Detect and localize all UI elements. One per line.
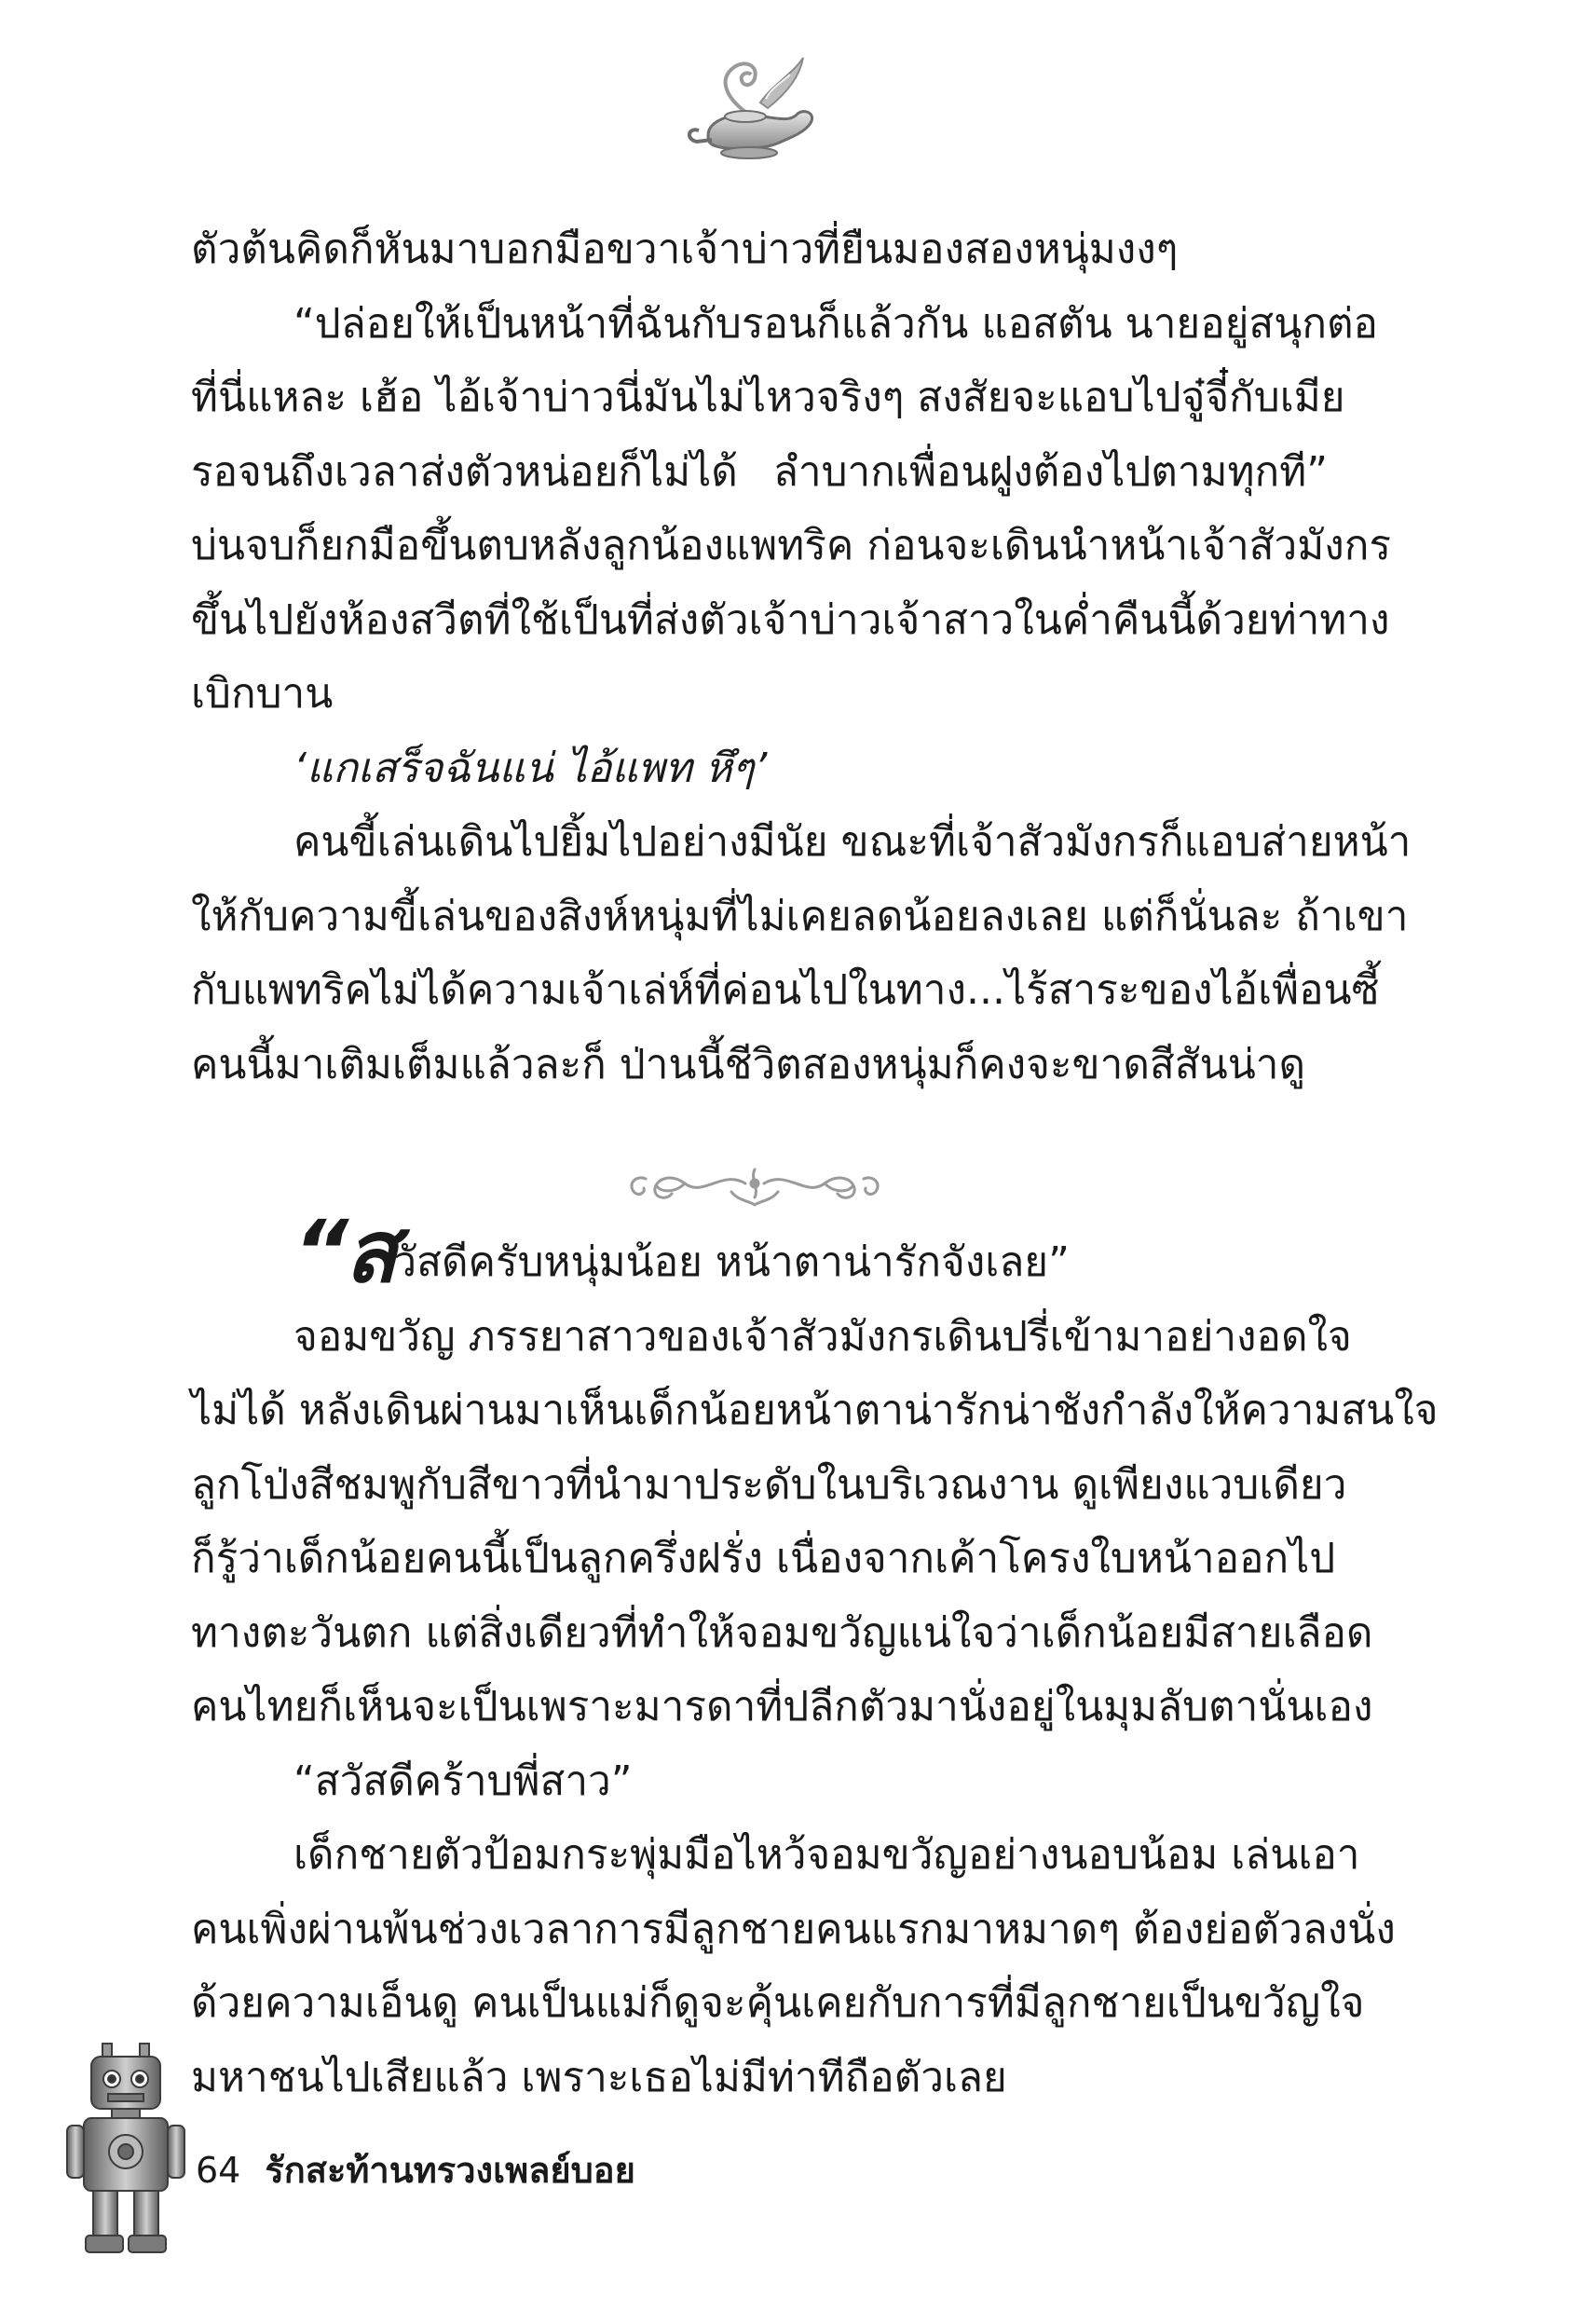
page-number: 64 [196,2150,241,2191]
text-line: คนเพิ่งผ่านพ้นช่วงเวลาการมีลูกชายคนแรกมาหมาดๆ ต้องย่อตัวลงนั่ง [191,1905,1396,1953]
text-line: ตัวต้นคิดก็หันมาบอกมือขวาเจ้าบ่าวที่ยืนมองสองหนุ่มงงๆ [191,226,1179,273]
text-line: ก็รู้ว่าเด็กน้อยคนนี้เป็นลูกครึ่งฝรั่ง เนื่องจากเค้าโครงใบหน้าออกไป [191,1535,1336,1582]
text-line: ทางตะวันตก แต่สิ่งเดียวที่ทำให้จอมขวัญแน่ใจว่าเด็กน้อยมีสายเลือด [191,1608,1373,1657]
text-line: บ่นจบก็ยกมือขึ้นตบหลังลูกน้องแพทริค ก่อนจะเดินนำหน้าเจ้าสัวมังกร [191,522,1392,569]
scroll-divider-icon [620,1151,890,1216]
opening-line-text: วัสดีครับหนุ่มน้อย หน้าตาน่ารักจังเลย” [393,1238,1070,1286]
text-line: คนนี้มาเติมเต็มแล้วละก็ ป่านนี้ชีวิตสองหนุ่มก็คงจะขาดสีสันน่าดู [191,1040,1306,1088]
drop-cap: “ส [293,1202,394,1302]
text-line: จอมขวัญ ภรรยาสาวของเจ้าสัวมังกรเดินปรี่เข้ามาอย่างอดใจ [293,1312,1352,1361]
paragraph-block-1 [191,212,1412,1101]
text-line-opening [191,1202,1328,1302]
text-line: กับแพทริคไม่ได้ความเจ้าเล่ห์ที่ค่อนไปในทาง...ไร้สาระของไอ้เพื่อนซี้ [191,966,1380,1014]
text-line: รอจนถึงเวลาส่งตัวหน่อยก็ไม่ได้ ลำบากเพื่อนฝูงต้องไปตามทุกที” [191,447,1328,496]
text-line: คนไทยก็เห็นจะเป็นเพราะมารดาที่ปลีกตัวมานั่งอยู่ในมุมลับตานั่นเอง [191,1683,1373,1730]
text-line: ให้กับความขี้เล่นของสิงห์หนุ่มที่ไม่เคยลดน้อยลงเลย แต่ก็นั่นละ ถ้าเขา [191,892,1409,940]
text-line: เด็กชายตัวป้อมกระพุ่มมือไหว้จอมขวัญอย่างนอบน้อม เล่นเอา [293,1831,1360,1879]
paragraph-block-2 [191,1202,1439,2114]
book-title: รักสะท้านทรวงเพลย์บอย [265,2150,635,2191]
toy-robot-icon [65,2036,186,2260]
text-line: มหาชนไปเสียแล้ว เพราะเธอไม่มีท่าทีถือตัวเลย [191,2053,1007,2101]
text-line: ด้วยความเอ็นดู คนเป็นแม่ก็ดูจะคุ้นเคยกับการที่มีลูกชายเป็นขวัญใจ [191,1979,1365,2027]
text-line: “ปล่อยให้เป็นหน้าที่ฉันกับรอนก็แล้วกัน แอสตัน นายอยู่สนุกต่อ [293,299,1378,348]
magic-lamp-icon [680,47,820,168]
page-footer [196,2141,635,2198]
text-line: ที่นี่แหละ เฮ้อ ไอ้เจ้าบ่าวนี่มันไม่ไหวจริงๆ สงสัยจะแอบไปจู๋จี๋กับเมีย [191,374,1345,421]
text-line: ลูกโป่งสีชมพูกับสีขาวที่นำมาประดับในบริเวณงาน ดูเพียงแวบเดียว [191,1460,1347,1509]
text-line: ขึ้นไปยังห้องสวีตที่ใช้เป็นที่ส่งตัวเจ้าบ่าวเจ้าสาวในค่ำคืนนี้ด้วยท่าทาง [191,595,1390,644]
text-line-dialogue: “สวัสดีคร้าบพี่สาว” [293,1757,633,1805]
text-line-thought: ‘แกเสร็จฉันแน่ ไอ้แพท หึๆ’ [293,744,768,792]
text-line: เบิกบาน [191,670,334,718]
text-line: คนขี้เล่นเดินไปยิ้มไปอย่างมีนัย ขณะที่เจ้าสัวมังกรก็แอบส่ายหน้า [293,818,1412,866]
text-line: ไม่ได้ หลังเดินผ่านมาเห็นเด็กน้อยหน้าตาน่ารักน่าชังกำลังให้ความสนใจ [191,1387,1439,1434]
